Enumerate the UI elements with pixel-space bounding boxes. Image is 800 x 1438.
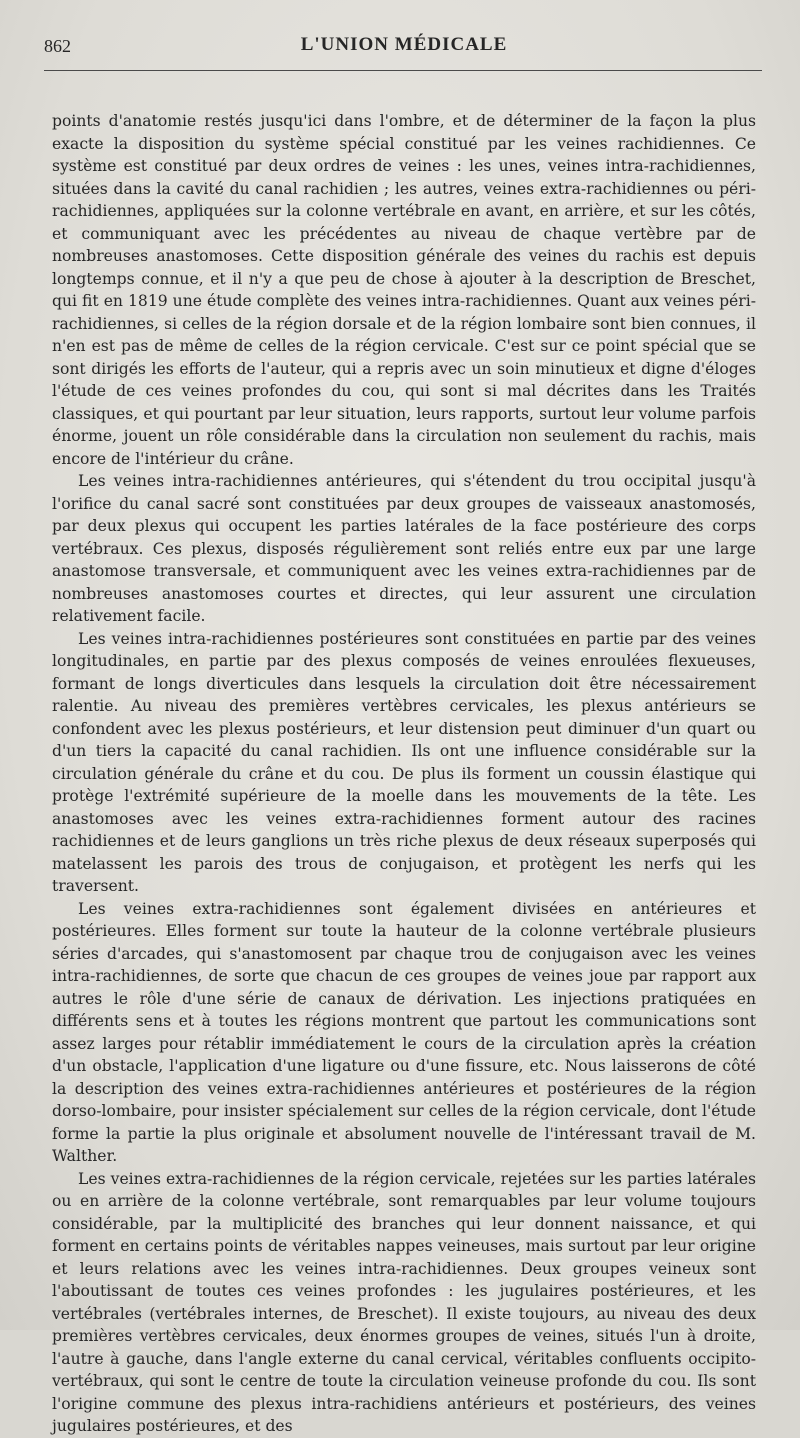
page-number: 862: [44, 36, 71, 56]
paragraph: Les veines intra-rachidiennes antérieures, qui s'étendent du trou occipital jusqu'à l'orifice du canal sacré sont constituées par deux groupes de vaisseaux anastomosés, par deux plexus qui occupent les parties latérales de la face postérieure des corps vertébraux. Ces plexus, disposés régulièrement sont reliés entre eux par une large anastomose transversale, et communiquent avec les veines extra-rachidiennes par de nombreuses anastomoses courtes et directes, qui leur assurent une circulation relativement facile.: [52, 472, 756, 625]
page-header: [44, 30, 756, 60]
paragraph: Les veines extra-rachidiennes de la région cervicale, rejetées sur les parties latérales ou en arrière de la colonne vertébrale, sont remarquables par leur volume toujours considérable, par la multiplicité des branches qui leur donnent naissance, et qui forment en certains points de véritables nappes veineuses, mais surtout par leur origine et leurs relations avec les veines intra-rachidiennes. Deux groupes veineux sont l'aboutissant de toutes ces veines profondes : les jugulaires postérieures, et les vertébrales (vertébrales internes, de Breschet). Il existe toujours, au niveau des deux premières vertèbres cervicales, deux énormes groupes de veines, situés l'un à droite, l'autre à gauche, dans l'angle externe du canal cervical, véritables confluents occipito-vertébraux, qui sont le centre de toute la circulation veineuse profonde du cou. Ils sont l'origine commune des plexus intra-rachidiens antérieurs et postérieurs, des veines jugulaires postérieures, et des: [52, 1169, 756, 1435]
header-rule: [44, 70, 762, 71]
paragraph: Les veines intra-rachidiennes postérieures sont constituées en partie par des veines longitudinales, en partie par des plexus composés de veines enroulées flexueuses, formant de longs diverticules dans lesquels la circulation doit être nécessairement ralentie. Au niveau des premières vertèbres cervicales, les plexus antérieurs se confondent avec les plexus postérieurs, et leur distension peut diminuer d'un quart ou d'un tiers la capacité du canal rachidien. Ils ont une influence considérable sur la circulation générale du crâne et du cou. De plus ils forment un coussin élastique qui protège l'extrémité supérieure de la moelle dans les mouvements de la tête. Les anastomoses avec les veines extra-rachidiennes forment autour des racines rachidiennes et de leurs ganglions un très riche plexus de deux réseaux superposés qui matelassent les parois des trous de conjugaison, et protègent les nerfs qui les traversent.: [52, 629, 756, 895]
paragraph: points d'anatomie restés jusqu'ici dans l'ombre, et de déterminer de la façon la plus exacte la disposition du système spécial constitué par les veines rachidiennes. Ce système est constitué par deux ordres de veines : les unes, veines intra-rachidiennes, situées dans la cavité du canal rachidien ; les autres, veines extra-rachidiennes ou péri-rachidiennes, appliquées sur la colonne vertébrale en avant, en arrière, et sur les côtés, et communiquant avec les précédentes au niveau de chaque vertèbre par de nombreuses anastomoses. Cette disposition générale des veines du rachis est depuis longtemps connue, et il n'y a que peu de chose à ajouter à la description de Breschet, qui fit en 1819 une étude complète des veines intra-rachidiennes. Quant aux veines péri-rachidiennes, si celles de la région dorsale et de la région lombaire sont bien connues, il n'en est pas de même de celles de la région cervicale. C'est sur ce point spécial que se sont dirigés les efforts de l'auteur, qui a repris avec un soin minutieux et digne d'éloges l'étude de ces veines profondes du cou, qui sont si mal décrites dans les Traités classiques, et qui pourtant par leur situation, leurs rapports, surtout leur volume parfois énorme, jouent un rôle considérable dans la circulation non seulement du rachis, mais encore de l'intérieur du crâne.: [52, 112, 756, 468]
body-text: [52, 110, 756, 1438]
running-head: L'UNION MÉDICALE: [300, 34, 508, 55]
paragraph: Les veines extra-rachidiennes sont également divisées en antérieures et postérieures. Elles forment sur toute la hauteur de la colonne vertébrale plusieurs séries d'arcades, qui s'anastomosent par chaque trou de conjugaison avec les veines intra-rachidiennes, de sorte que chacun de ces groupes de veines joue par rapport aux autres le rôle d'une série de canaux de dérivation. Les injections pratiquées en différents sens et à toutes les régions montrent que partout les communications sont assez larges pour rétablir immédiatement le cours de la circulation après la création d'un obstacle, l'application d'une ligature ou d'une fissure, etc. Nous laisserons de côté la description des veines extra-rachidiennes antérieures et postérieures de la région dorso-lombaire, pour insister spécialement sur celles de la région cervicale, dont l'étude forme la partie la plus originale et absolument nouvelle de l'intéressant travail de M. Walther.: [52, 899, 756, 1165]
